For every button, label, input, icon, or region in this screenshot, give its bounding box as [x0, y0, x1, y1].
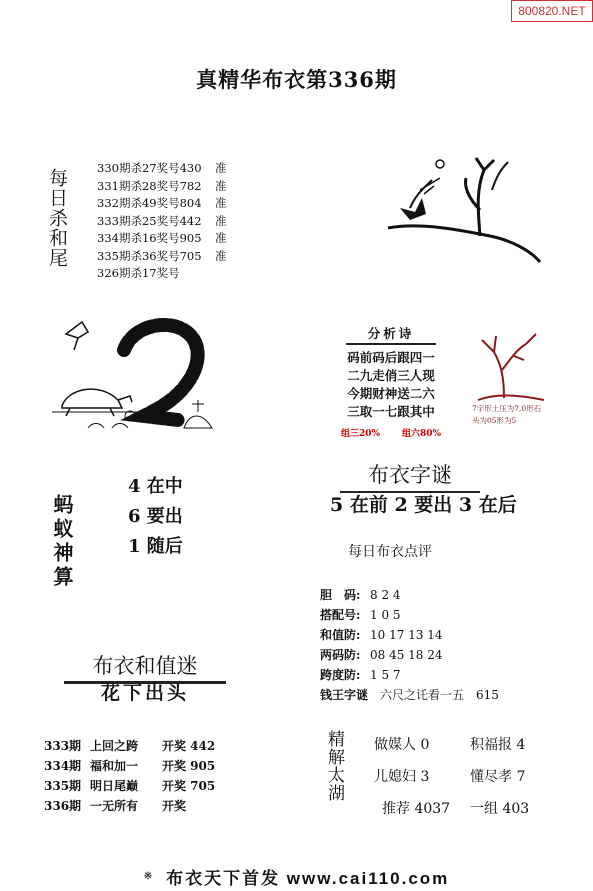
kill-row-mark: 准 [215, 178, 227, 193]
taihu-cell: 儿媳妇 3 [374, 769, 430, 785]
ant-section-label: 蚂蚁神算 [50, 494, 74, 590]
poem-line: 今期财神送二六 [347, 386, 435, 401]
daily-row-value: 1 0 5 [370, 608, 401, 622]
ant-line: 1 随后 [128, 536, 183, 557]
period-riddle: 福和加一 [90, 759, 139, 773]
kill-section-label: 每日杀和尾 [46, 168, 68, 268]
period-row [44, 796, 215, 816]
period-list [44, 736, 215, 816]
period-result: 开奖 705 [162, 779, 216, 793]
riddle-title: 布衣字谜 [340, 459, 480, 493]
kill-row-text: 330期杀27奖号430 [97, 161, 202, 175]
daily-row-value: 六尺之讬看一五 615 [380, 688, 499, 702]
taihu-cell: 懂尽孝 7 [470, 769, 526, 785]
period-row [44, 776, 215, 796]
period-result: 开奖 [162, 799, 187, 813]
daily-row [320, 685, 499, 705]
daily-row [320, 665, 499, 685]
daily-row-label: 搭配号: [320, 608, 361, 622]
period-number: 336期 [44, 799, 82, 813]
tree-note [472, 403, 541, 427]
group-percent-row [330, 425, 452, 443]
analysis-poem [330, 325, 452, 443]
kill-row-mark: 准 [215, 231, 227, 245]
poem-line: 二九走俏三人现 [347, 368, 435, 383]
taihu-cell: 做媒人 0 [374, 737, 430, 753]
ant-line: 4 在中 [128, 476, 183, 497]
daily-row-label: 胆 码: [320, 588, 361, 602]
kill-row-mark: 准 [215, 161, 227, 175]
daily-row-label: 跨度防: [320, 668, 361, 682]
kill-row-mark: 准 [215, 213, 227, 228]
kill-row [97, 248, 235, 266]
site-tag[interactable]: 800820.NET [511, 0, 593, 22]
period-number: 335期 [44, 779, 82, 793]
tree-note-line: 7字形土压为7,0形石 [472, 404, 542, 413]
period-riddle: 一无所有 [90, 799, 139, 813]
kill-row-text: 326期杀17奖号 [97, 266, 180, 280]
kill-row [97, 178, 235, 196]
group-three-percent: 组三20% [340, 429, 381, 439]
red-tree-illustration [474, 330, 548, 402]
kill-row-text: 334期杀16奖号905 [97, 231, 202, 245]
daily-row-value: 8 2 4 [370, 588, 401, 602]
riddle-answer: 5 在前 2 要出 3 在后 [330, 494, 517, 516]
kill-row [97, 230, 235, 248]
taihu-cell: 推荐 4037 [382, 801, 451, 817]
daily-row-value: 1 5 7 [370, 668, 401, 682]
period-result: 开奖 442 [162, 739, 216, 753]
footer-link[interactable]: 布衣天下首发 www.cai110.com [166, 868, 450, 888]
footer [0, 861, 593, 891]
kill-row [97, 160, 235, 178]
kill-row [97, 195, 235, 213]
daily-row [320, 585, 499, 605]
daily-row-label: 两码防: [320, 648, 361, 662]
tree-note-line: 头为05形为5 [472, 416, 517, 425]
ant-line: 6 要出 [128, 506, 183, 527]
period-riddle: 明日尾巅 [90, 779, 139, 793]
daily-row-label: 钱王字谜 [320, 688, 369, 702]
kill-row [97, 213, 235, 231]
kill-row-mark: 准 [215, 248, 227, 263]
daily-comment-list [320, 585, 499, 705]
daily-row-value: 08 45 18 24 [370, 648, 443, 662]
taihu-row [374, 761, 566, 793]
taihu-row [374, 793, 566, 825]
period-row [44, 756, 215, 776]
taihu-section-label: 精解太湖 [324, 730, 344, 802]
kill-row-text: 331期杀28奖号782 [97, 178, 202, 193]
kill-row-text: 332期杀49奖号804 [97, 196, 202, 210]
turtle-two-illustration [52, 312, 224, 440]
period-result: 开奖 905 [162, 759, 216, 773]
poem-line: 三取一七跟其中 [347, 404, 435, 419]
kill-row-text: 335期杀36奖号705 [97, 248, 202, 263]
taihu-cell: 一组 403 [470, 801, 530, 817]
daily-row [320, 625, 499, 645]
taihu-grid [374, 729, 566, 825]
period-number: 334期 [44, 759, 82, 773]
ant-lines [128, 472, 183, 562]
kill-row [97, 265, 235, 283]
daily-row-label: 和值防: [320, 628, 361, 642]
period-riddle: 上回之跨 [90, 739, 139, 753]
group-six-percent: 组六80% [401, 429, 442, 439]
sum-riddle-answer: 花下出头 [100, 682, 189, 704]
kill-row-mark: 准 [215, 196, 227, 210]
taihu-cell: 积福报 4 [470, 737, 526, 753]
period-number: 333期 [44, 739, 82, 753]
period-row [44, 736, 215, 756]
kill-row-mark [215, 265, 235, 283]
kill-list [97, 160, 235, 283]
daily-comment-title: 每日布衣点评 [348, 544, 432, 560]
daily-row [320, 605, 499, 625]
analysis-poem-title: 分析诗 [346, 325, 436, 345]
page-title: 真精华布衣第336期 [196, 67, 397, 92]
poem-line: 码前码后跟四一 [347, 350, 435, 365]
ink-branch-illustration [380, 150, 550, 270]
daily-row [320, 645, 499, 665]
kill-row-text: 333期杀25奖号442 [97, 213, 202, 228]
daily-row-value: 10 17 13 14 [370, 628, 443, 642]
sum-riddle-title: 布衣和值迷 [64, 650, 226, 684]
taihu-row [374, 729, 566, 761]
footer-mark: ※ [143, 870, 155, 882]
